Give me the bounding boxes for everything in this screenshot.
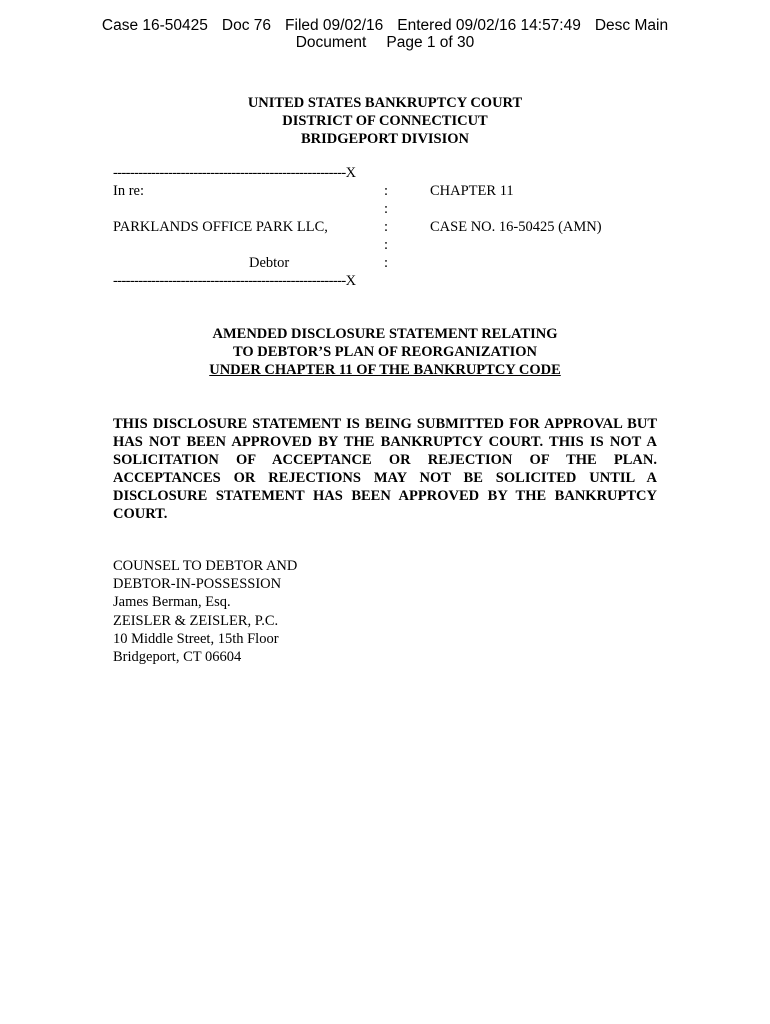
- stamp-document-label: Document: [295, 34, 367, 51]
- court-heading: [0, 94, 770, 148]
- stamp-doc-number: Doc 76: [221, 17, 272, 34]
- counsel-attorney-name: James Berman, Esq.: [113, 594, 231, 611]
- caption-debtor-name: PARKLANDS OFFICE PARK LLC,: [113, 219, 328, 235]
- caption-row-spacer-1: [113, 200, 673, 218]
- caption-rule-top-row: [113, 164, 673, 182]
- caption-rule-bottom: -------------------------------------------------------X: [113, 273, 356, 289]
- court-division: BRIDGEPORT DIVISION: [300, 131, 470, 147]
- caption-row-in-re: [113, 182, 673, 200]
- caption-colon: :: [384, 201, 389, 217]
- caption-row-debtor-label: [113, 254, 673, 272]
- stamp-line-2: [0, 34, 770, 51]
- counsel-line-2: DEBTOR-IN-POSSESSION: [113, 576, 282, 593]
- caption-chapter: CHAPTER 11: [430, 183, 514, 199]
- caption-colon: :: [384, 255, 389, 271]
- caption-rule-bottom-row: [113, 272, 673, 290]
- court-district: DISTRICT OF CONNECTICUT: [282, 113, 488, 129]
- stamp-entered-date: Entered 09/02/16 14:57:49: [397, 17, 581, 34]
- caption-case-number: CASE NO. 16-50425 (AMN): [430, 219, 602, 235]
- stamp-filed-date: Filed 09/02/16: [285, 17, 384, 34]
- case-caption: [113, 164, 673, 290]
- caption-row-debtor-name: [113, 218, 673, 236]
- approval-notice: THIS DISCLOSURE STATEMENT IS BEING SUBMITTED FOR APPROVAL BUT HAS NOT BEEN APPROVED BY THE BANKRUPTCY COURT. THIS IS NOT A SOLICITATION OF ACCEPTANCE OR REJECTION OF THE PLAN. ACCEPTANCES OR REJECTIONS MAY NOT BE SOLICITED UNTIL A DISCLOSURE STATEMENT HAS BEEN APPROVED BY THE BANKRUPTCY COURT.: [113, 416, 657, 522]
- caption-debtor-label: Debtor: [249, 255, 290, 271]
- caption-colon: :: [384, 219, 389, 235]
- stamp-line-1: [0, 17, 770, 34]
- stamp-desc: Desc Main: [594, 17, 669, 34]
- title-line-3: UNDER CHAPTER 11 OF THE BANKRUPTCY CODE: [209, 362, 561, 378]
- document-title: [0, 325, 770, 379]
- title-line-2: TO DEBTOR’S PLAN OF REORGANIZATION: [232, 344, 537, 360]
- filing-stamp-header: [0, 17, 770, 51]
- stamp-page-count: Page 1 of 30: [386, 34, 475, 51]
- title-line-1: AMENDED DISCLOSURE STATEMENT RELATING: [212, 326, 558, 342]
- caption-colon: :: [384, 237, 389, 253]
- stamp-case-number: Case 16-50425: [101, 17, 208, 34]
- caption-row-spacer-2: [113, 236, 673, 254]
- caption-in-re: In re:: [113, 183, 144, 199]
- counsel-firm-name: ZEISLER & ZEISLER, P.C.: [113, 612, 279, 629]
- counsel-block: [113, 557, 297, 666]
- caption-colon: :: [384, 183, 389, 199]
- counsel-line-1: COUNSEL TO DEBTOR AND: [113, 558, 298, 574]
- court-name: UNITED STATES BANKRUPTCY COURT: [247, 95, 523, 111]
- counsel-street-address: 10 Middle Street, 15th Floor: [113, 630, 279, 647]
- counsel-city-address: Bridgeport, CT 06604: [113, 649, 242, 666]
- caption-rule-top: -------------------------------------------------------X: [113, 165, 356, 181]
